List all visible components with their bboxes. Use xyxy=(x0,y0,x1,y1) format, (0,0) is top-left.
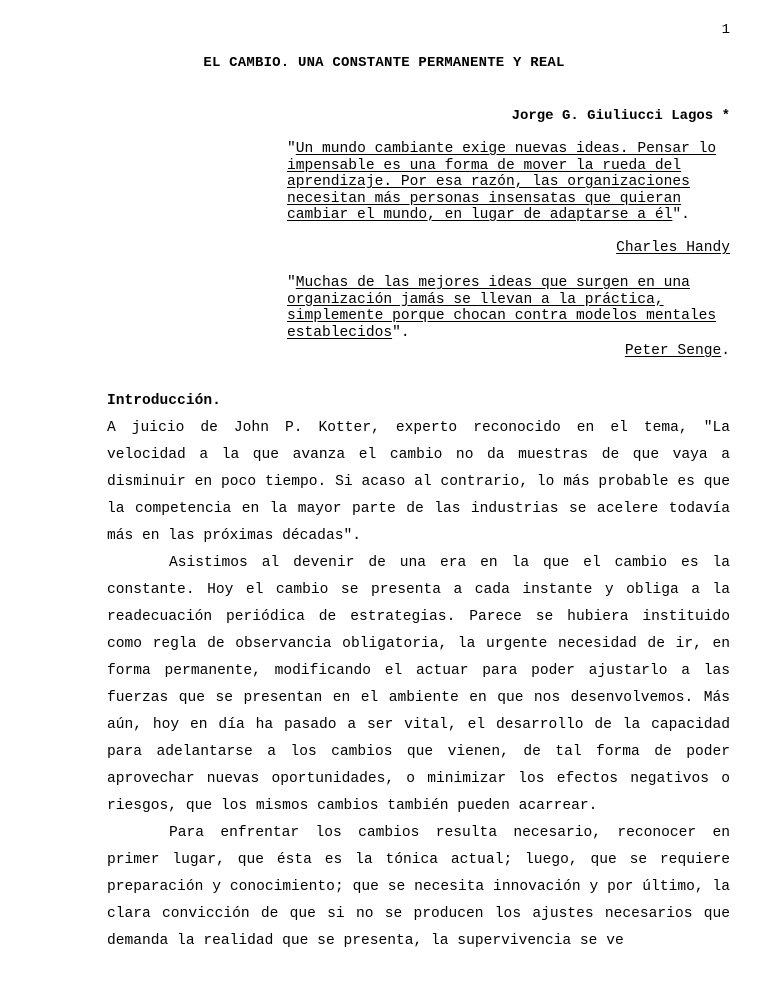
page-number: 1 xyxy=(721,22,730,38)
document-title: EL CAMBIO. UNA CONSTANTE PERMANENTE Y REAL xyxy=(203,55,565,71)
paragraph-3: Para enfrentar los cambios resulta necesario, reconocer en primer lugar, que ésta es la tónica actual; luego, que se requiere preparación y conocimiento; que se necesita innovación y por último, la clara convicción de que si no se producen los ajustes necesarios que demanda la realidad que se presenta, la supervivencia se ve xyxy=(107,825,730,949)
epigraph-quote-2 xyxy=(287,275,732,341)
epigraph-attribution-2 xyxy=(625,343,730,359)
quote-open-mark: " xyxy=(287,141,296,157)
quote-open-mark: " xyxy=(287,275,296,291)
quote-2-text: Muchas de las mejores ideas que surgen en una organización jamás se llevan a la práctica, simplemente porque chocan contra modelos mentales establecidos xyxy=(287,275,717,341)
quote-1-text: Un mundo cambiante exige nuevas ideas. Pensar lo impensable es una forma de mover la rueda del aprendizaje. Por esa razón, las organizaciones necesitan más personas insensatas que quieran cambiar el mundo, en lugar de adaptarse a él xyxy=(287,141,717,223)
body-text xyxy=(107,415,730,955)
attribution-2-name: Peter Senge xyxy=(624,343,722,359)
epigraph-attribution-1 xyxy=(616,240,730,256)
quote-close-mark: ". xyxy=(392,324,410,341)
epigraph-quote-1 xyxy=(287,141,732,224)
paragraph-2: Asistimos al devenir de una era en la que el cambio es la constante. Hoy el cambio se presenta a cada instante y obliga a la readecuación periódica de estrategias. Parece se hubiera instituido como regla de observancia obligatoria, la urgente necesidad de ir, en forma permanente, modificando el actuar para poder ajustarlo a las fuerzas que se presentan en el ambiente en que nos desenvolvemos. Más aún, hoy en día ha pasado a ser vital, el desarrollo de la capacidad para adelantarse a los cambios que vienen, de tal forma de poder aprovechar nuevas oportunidades, o minimizar los efectos negativos o riesgos, que los mismos cambios también pueden acarrear. xyxy=(107,555,730,814)
attribution-1-name: Charles Handy xyxy=(616,240,730,256)
paragraph-1: A juicio de John P. Kotter, experto reconocido en el tema, "La velocidad a la que avanza el cambio no da muestras de que vaya a disminuir en poco tiempo. Si acaso al contrario, lo más probable es que la competencia en la mayor parte de las industrias se acelere todavía más en las próximas décadas". xyxy=(107,420,730,544)
author-name: Jorge G. Giuliucci Lagos * xyxy=(511,108,730,124)
quote-close-mark: ". xyxy=(672,207,690,223)
attribution-2-suffix: . xyxy=(721,343,730,359)
section-heading: Introducción. xyxy=(107,393,221,409)
